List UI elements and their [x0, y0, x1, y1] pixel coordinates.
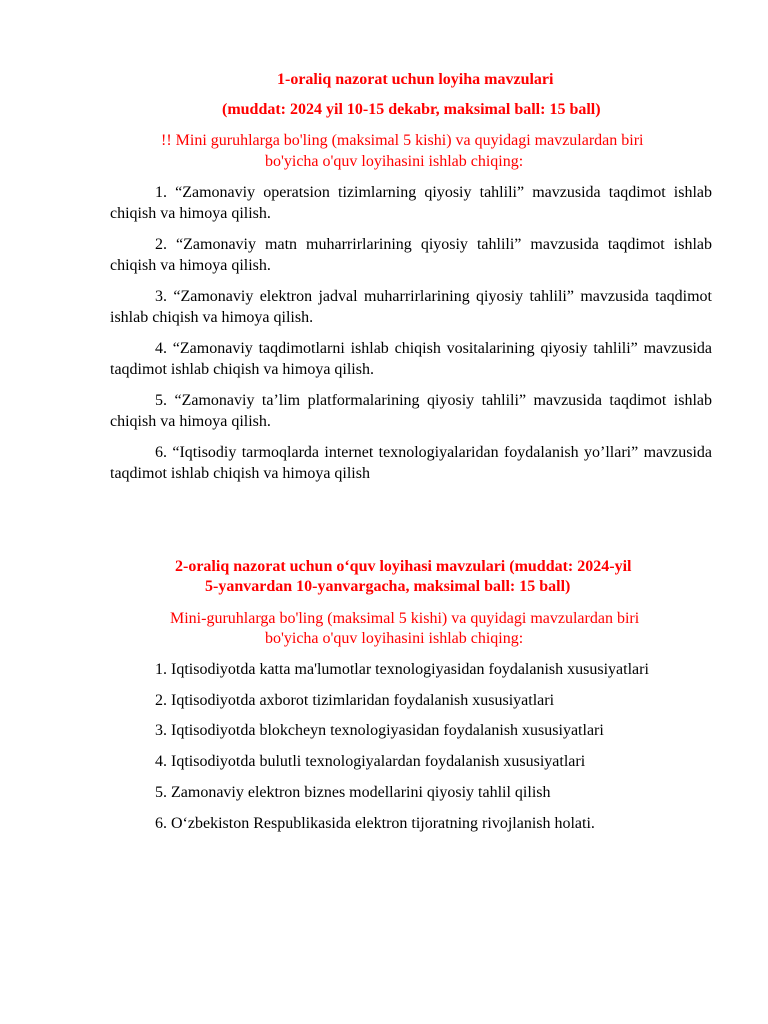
section1-instruction-line1: !! Mini guruhlarga bo'ling (maksimal 5 kishi) va quyidagi mavzulardan biri [161, 132, 644, 149]
section1-item-5: 5. “Zamonaviy ta’lim platformalarining qiyosiy tahlili” mavzusida taqdimot ishlab chiqish va himoya qilish. [110, 392, 712, 430]
section1-item-4: 4. “Zamonaviy taqdimotlarni ishlab chiqish vositalarining qiyosiy tahlili” mavzusida taqdimot ishlab chiqish va himoya qilish. [110, 340, 712, 378]
section2-title-line2: 5-yanvardan 10-yanvargacha, maksimal ball: 15 ball) [205, 578, 571, 595]
section2-instruction-line2: bo'yicha o'quv loyihasini ishlab chiqing: [265, 630, 524, 647]
section2-item-3: 3. Iqtisodiyotda blokcheyn texnologiyasidan foydalanish xususiyatlari [155, 722, 604, 739]
section1-item-6: 6. “Iqtisodiy tarmoqlarda internet texnologiyalaridan foydalanish yo’llari” mavzusida taqdimot ishlab chiqish va himoya qilish [110, 444, 712, 482]
section1-title: 1-oraliq nazorat uchun loyiha mavzulari [277, 71, 554, 88]
section2-item-2: 2. Iqtisodiyotda axborot tizimlaridan foydalanish xususiyatlari [155, 692, 555, 709]
section2-item-4: 4. Iqtisodiyotda bulutli texnologiyalardan foydalanish xususiyatlari [155, 753, 586, 770]
section2-title-line1: 2-oraliq nazorat uchun o‘quv loyihasi mavzulari (muddat: 2024-yil [175, 558, 632, 575]
section1-deadline: (muddat: 2024 yil 10-15 dekabr, maksimal ball: 15 ball) [222, 101, 601, 118]
section2-item-1: 1. Iqtisodiyotda katta ma'lumotlar texnologiyasidan foydalanish xususiyatlari [155, 661, 649, 678]
section1-item-2: 2. “Zamonaviy matn muharrirlarining qiyosiy tahlili” mavzusida taqdimot ishlab chiqish va himoya qilish. [110, 236, 712, 274]
section2-item-6: 6. O‘zbekiston Respublikasida elektron tijoratning rivojlanish holati. [155, 815, 595, 832]
section1-instruction-line2: bo'yicha o'quv loyihasini ishlab chiqing: [265, 153, 524, 170]
section2-instruction-line1: Mini-guruhlarga bo'ling (maksimal 5 kishi) va quyidagi mavzulardan biri [170, 610, 640, 627]
section1-item-1: 1. “Zamonaviy operatsion tizimlarning qiyosiy tahlili” mavzusida taqdimot ishlab chiqish va himoya qilish. [110, 184, 712, 222]
section1-item-3: 3. “Zamonaviy elektron jadval muharrirlarining qiyosiy tahlili” mavzusida taqdimot ishlab chiqish va himoya qilish. [110, 288, 712, 326]
section2-item-5: 5. Zamonaviy elektron biznes modellarini qiyosiy tahlil qilish [155, 784, 551, 801]
